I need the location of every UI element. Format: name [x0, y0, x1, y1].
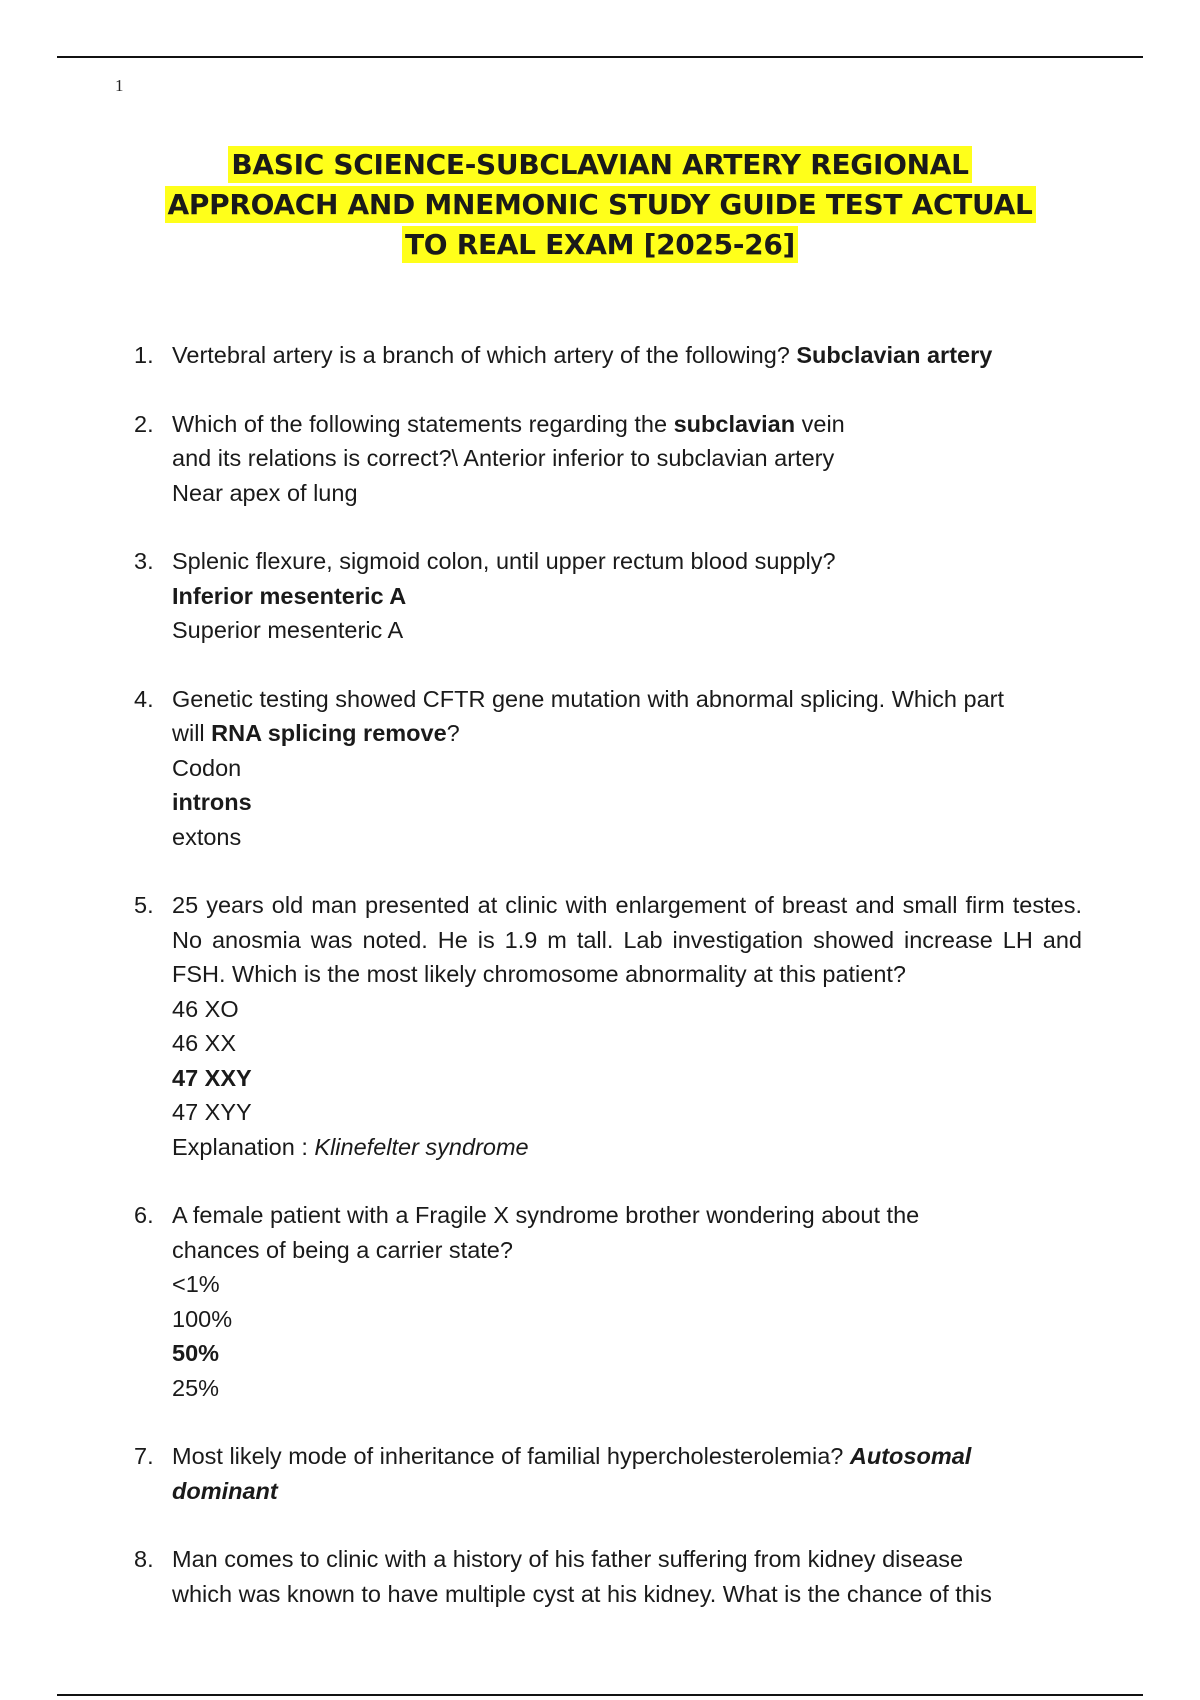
bottom-rule — [57, 1694, 1143, 1696]
explanation-text: Klinefelter syndrome — [314, 1133, 529, 1160]
question-text: Which of the following statements regarding the — [172, 410, 668, 437]
question-8 — [0, 1542, 1082, 1611]
question-text: vein — [801, 410, 845, 437]
question-text: Genetic testing showed CFTR gene mutation with abnormal splicing. Which part — [172, 685, 1005, 712]
question-number: 7. — [134, 1443, 154, 1469]
question-1 — [0, 338, 1082, 373]
option: extons — [172, 823, 242, 850]
question-5 — [0, 888, 1082, 1164]
title-line-2: APPROACH AND MNEMONIC STUDY GUIDE TEST ACTUAL — [165, 186, 1036, 223]
answer: Subclavian artery — [796, 342, 993, 368]
option: <1% — [172, 1271, 220, 1297]
question-number: 6. — [134, 1202, 154, 1228]
option: 47 XYY — [172, 1099, 252, 1125]
question-text: ? — [446, 720, 460, 746]
question-text: which was known to have multiple cyst at his kidney. What is the chance of this — [172, 1580, 992, 1607]
option: Near apex of lung — [172, 479, 358, 506]
top-rule — [57, 56, 1143, 58]
option: 46 XX — [172, 1030, 237, 1056]
title-line-3: TO REAL EXAM [2025-26] — [402, 226, 798, 263]
option: 25% — [172, 1374, 220, 1401]
document-title — [0, 145, 1200, 265]
question-keyword: RNA splicing remove — [211, 720, 447, 746]
question-3 — [0, 544, 1082, 648]
question-number: 1. — [134, 342, 154, 368]
question-number: 3. — [134, 548, 154, 574]
option-correct: 47 XXY — [172, 1064, 252, 1091]
explanation-label: Explanation : — [172, 1133, 308, 1160]
question-text: and its relations is correct?\ Anterior inferior to subclavian artery — [172, 445, 835, 471]
answer: dominant — [172, 1477, 278, 1504]
question-6 — [0, 1198, 1082, 1405]
option: Superior mesenteric A — [172, 617, 404, 643]
question-keyword: subclavian — [673, 410, 796, 437]
question-text: A female patient with a Fragile X syndrome brother wondering about the — [172, 1202, 920, 1228]
option: 46 XO — [172, 995, 239, 1022]
option-correct: 50% — [172, 1340, 220, 1366]
question-number: 4. — [134, 685, 154, 712]
question-list — [0, 338, 1200, 1645]
question-number: 5. — [134, 892, 154, 918]
question-text: Man comes to clinic with a history of his father suffering from kidney disease — [172, 1546, 964, 1572]
question-text: Vertebral artery is a branch of which artery of the following? — [172, 342, 790, 368]
option-correct: Inferior mesenteric A — [172, 582, 407, 609]
question-4 — [0, 682, 1082, 855]
question-7 — [0, 1439, 1082, 1508]
option-correct: introns — [172, 789, 252, 815]
title-line-1: BASIC SCIENCE-SUBCLAVIAN ARTERY REGIONAL — [228, 146, 971, 183]
answer: Autosomal — [849, 1443, 972, 1469]
question-text: Splenic flexure, sigmoid colon, until upper rectum blood supply? — [172, 548, 836, 574]
page-number: 1 — [115, 76, 124, 95]
question-text: will — [172, 720, 205, 746]
option: Codon — [172, 754, 242, 781]
question-text: Most likely mode of inheritance of familial hypercholesterolemia? — [172, 1443, 844, 1469]
question-2 — [0, 407, 1082, 511]
question-text: 25 years old man presented at clinic with enlargement of breast and small firm testes. No anosmia was noted. He is 1.9 m tall. Lab investigation showed increase LH and FSH. Which is the most likely chromosome abnormality at this patient? — [172, 892, 1082, 987]
question-text: chances of being a carrier state? — [172, 1236, 513, 1263]
question-number: 8. — [134, 1546, 154, 1572]
option: 100% — [172, 1305, 233, 1332]
question-number: 2. — [134, 410, 154, 437]
